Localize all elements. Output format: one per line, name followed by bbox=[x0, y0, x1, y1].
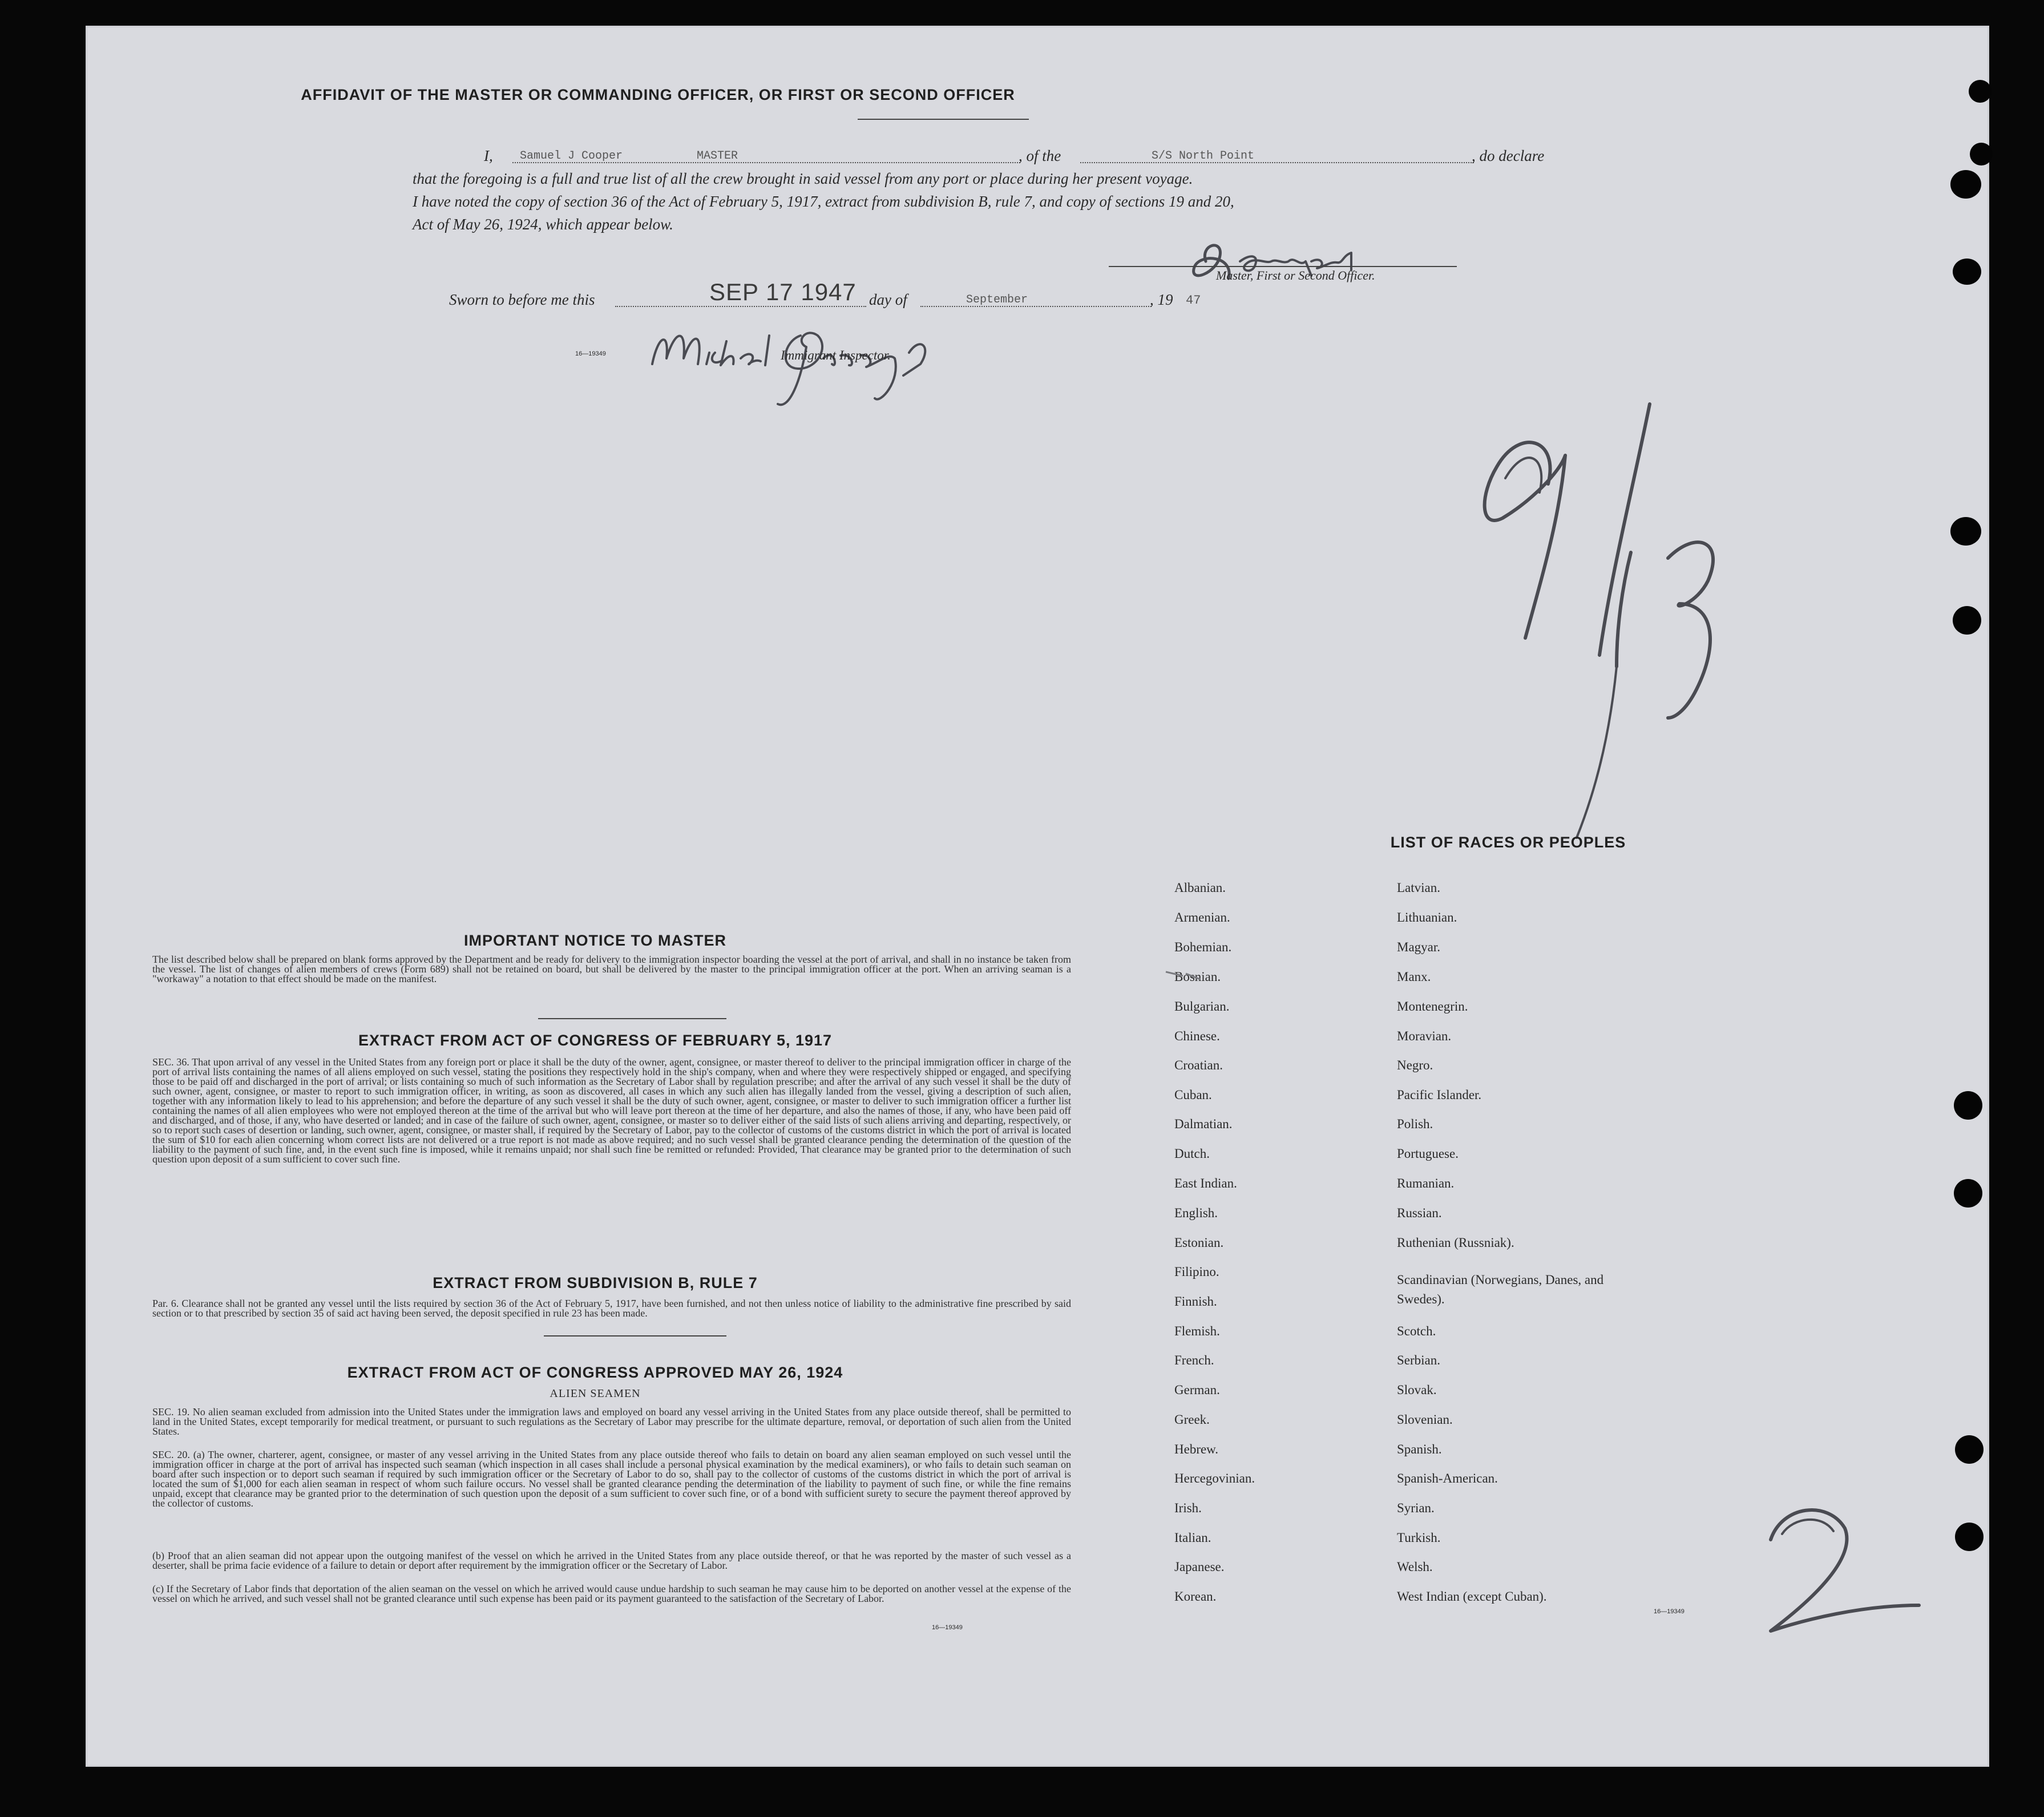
race-item: Hebrew. bbox=[1174, 1442, 1219, 1456]
sworn-label: Sworn to before me this bbox=[449, 291, 595, 308]
month-value: September bbox=[966, 293, 1028, 306]
alien-seamen-subtitle: ALIEN SEAMEN bbox=[550, 1387, 641, 1400]
race-item: French. bbox=[1174, 1353, 1214, 1367]
race-item: Dalmatian. bbox=[1174, 1117, 1233, 1131]
race-item: Russian. bbox=[1397, 1206, 1442, 1220]
race-item: Albanian. bbox=[1174, 881, 1226, 895]
race-item: Bohemian. bbox=[1174, 940, 1232, 954]
binder-hole bbox=[1950, 517, 1981, 546]
sworn-date-stamp: SEP 17 1947 bbox=[709, 278, 857, 305]
race-item: Bulgarian. bbox=[1174, 999, 1230, 1014]
race-item: Latvian. bbox=[1397, 881, 1440, 895]
vessel-fill-line bbox=[1080, 162, 1474, 163]
binder-hole bbox=[1953, 606, 1981, 635]
race-item: Polish. bbox=[1397, 1117, 1433, 1131]
race-item: Rumanian. bbox=[1397, 1176, 1455, 1190]
stray-mark bbox=[1160, 963, 1211, 986]
race-item: English. bbox=[1174, 1206, 1218, 1220]
race-item: Flemish. bbox=[1174, 1324, 1220, 1338]
race-item: Slovenian. bbox=[1397, 1412, 1453, 1427]
race-item: Negro. bbox=[1397, 1058, 1433, 1072]
binder-hole bbox=[1970, 143, 1993, 165]
declare-label: , do declare bbox=[1472, 147, 1545, 164]
race-item: Syrian. bbox=[1397, 1501, 1435, 1515]
race-item: Dutch. bbox=[1174, 1146, 1210, 1161]
race-item: Korean. bbox=[1174, 1589, 1217, 1604]
binder-hole bbox=[1955, 1523, 1984, 1551]
race-item: Hercegovinian. bbox=[1174, 1471, 1255, 1485]
race-item: Scotch. bbox=[1397, 1324, 1436, 1338]
rule7-title: EXTRACT FROM SUBDIVISION B, RULE 7 bbox=[433, 1274, 758, 1291]
race-item: Armenian. bbox=[1174, 910, 1230, 924]
races-title: LIST OF RACES OR PEOPLES bbox=[1390, 834, 1626, 851]
race-item: Turkish. bbox=[1397, 1531, 1441, 1545]
sec20b-text: (b) Proof that an alien seaman did not appear upon the outgoing manifest of the vessel on which he arrived in the United States from any place outside thereof, or that he was reported by the master of such vessel as a deserter, shall be prima facie evidence of a failure to detain or deport after requirement by the immigration officer or the Secretary of Labor. bbox=[152, 1550, 1071, 1571]
vessel-value: S/S North Point bbox=[1152, 150, 1255, 163]
master-name-value: Samuel J Cooper bbox=[520, 150, 623, 163]
affidavit-line-2: that the foregoing is a full and true list of all the crew brought in said vessel from any port or place during her present voyage. bbox=[413, 170, 1193, 187]
race-item: Montenegrin. bbox=[1397, 999, 1468, 1014]
race-item: Cuban. bbox=[1174, 1088, 1212, 1102]
document-page bbox=[86, 26, 1989, 1767]
binder-hole bbox=[1955, 1435, 1984, 1464]
race-item: Moravian. bbox=[1397, 1029, 1452, 1043]
race-item: Portuguese. bbox=[1397, 1146, 1459, 1161]
race-item: Pacific Islander. bbox=[1397, 1088, 1482, 1102]
affidavit-title: AFFIDAVIT OF THE MASTER OR COMMANDING OFFICER, OR FIRST OR SECOND OFFICER bbox=[301, 86, 1015, 103]
binder-hole bbox=[1954, 1091, 1982, 1120]
race-item: Italian. bbox=[1174, 1531, 1211, 1545]
sec20a-text: SEC. 20. (a) The owner, charterer, agent, consignee, or master of any vessel arriving in the United States from any place outside thereof who fails to detain on board any alien seaman employed on such vessel until the immigration officer in charge at the port of arrival has inspected such seaman (which inspection in all cases shall include a personal physical examination by the medical examiners), or who fails to detain such seaman on board after such inspection or to deport such seaman if required by such immigration officer or the Secretary of Labor to do so, shall pay to the collector of customs of the customs district in which the port of arrival is located the sum of $1,000 for each alien seaman in respect of whom such failure occurs. No vessel shall be granted clearance pending the determination of the liability to payment of such fine, or while the fine remains unpaid, except that clearance may be granted prior to the determination of such question upon the deposit of a sum sufficient to cover such fine, or of a bond with sufficient surety to secure the payment thereof approved by the collector of customs. bbox=[152, 1449, 1071, 1509]
title-divider bbox=[858, 119, 1029, 120]
rule7-text: Par. 6. Clearance shall not be granted any vessel until the lists required by section 36 of the Act of February 5, 1917, have been furnished, and not then unless notice of liability to the administrative fine prescribed by said section or to that prescribed by section 35 of said act having been served, the deposit specified in rule 23 has been made. bbox=[152, 1298, 1071, 1319]
affidavit-line-4: Act of May 26, 1924, which appear below. bbox=[413, 216, 673, 233]
sec20c-text: (c) If the Secretary of Labor finds that deportation of the alien seaman on the vessel on which he arrived would cause undue hardship to such seaman he may cause him to be deported on another vessel at the expense of the vessel on which he arrived, and such vessel shall not be granted clearance until such expense has been paid or its payment guaranteed to the satisfaction of the Secretary of Labor. bbox=[152, 1583, 1071, 1604]
race-item: Lithuanian. bbox=[1397, 910, 1457, 924]
inspector-caption: Immigrant Inspector. bbox=[781, 348, 891, 362]
affidavit-form-number: 16—19349 bbox=[575, 350, 606, 357]
race-item: Spanish. bbox=[1397, 1442, 1442, 1456]
race-item: Estonian. bbox=[1174, 1235, 1224, 1250]
year-value: 47 bbox=[1186, 293, 1201, 308]
race-item: East Indian. bbox=[1174, 1176, 1237, 1190]
extract-1917-text: SEC. 36. That upon arrival of any vessel in the United States from any foreign port or place it shall be the duty of the owner, agent, consignee, or master thereof to deliver to the principal immigration officer in charge of the port of arrival lists containing the names of all aliens employed on such vessel, stating the positions they respectively hold in the ship's company, when and where they were respectively shipped or engaged, and specifying those to be paid off and discharged in the port of arrival; or lists containing so much of such information as the Secretary of Labor shall by regulation prescribe; and after the arrival of any such vessel it shall be the duty of such owner, agent, consignee, or master to report to such immigration officer, in writing, as soon as discovered, all cases in which any such alien has illegally landed from the vessel, giving a description of such alien, together with any information likely to lead to his apprehension; and before the departure of any such vessel it shall be the duty of such owner, agent, consignee, or master to deliver to such immigration officer a further list containing the names of all alien employees who were not employed thereon at the time of the arrival but who will leave port thereon at the time of her departure, and also the names of those, if any, who have been paid off and discharged, and of those, if any, who have deserted or landed; and in case of the failure of such owner, agent, consignee, or master so to deliver either of the said lists of such aliens arriving and departing, respectively, or so to report such cases of desertion or landing, such owner, agent, consignee, or master shall, if required by the Secretary of Labor, pay to the collector of customs of the customs district in which the port of arrival is located the sum of $10 for each alien concerning whom correct lists are not delivered or a true report is not made as above required; and no such vessel shall be granted clearance pending the determination of the question of the liability to the payment of such fine, and, in the event such fine is imposed, while it remains unpaid; nor shall such fine be remitted or refunded: Provided, That clearance may be granted prior to the determination of such question upon deposit of a sum sufficient to cover such fine. bbox=[152, 1056, 1071, 1165]
binder-hole bbox=[1954, 1179, 1982, 1208]
race-item: Chinese. bbox=[1174, 1029, 1220, 1043]
notice-title: IMPORTANT NOTICE TO MASTER bbox=[464, 932, 726, 949]
race-item: Greek. bbox=[1174, 1412, 1210, 1427]
extract-1924-title: EXTRACT FROM ACT OF CONGRESS APPROVED MAY 26, 1924 bbox=[347, 1364, 843, 1381]
race-item: Bosnian. bbox=[1174, 970, 1221, 984]
race-item: Manx. bbox=[1397, 970, 1431, 984]
rule7-divider bbox=[544, 1335, 726, 1336]
race-item: Spanish-American. bbox=[1397, 1471, 1498, 1485]
day-of-label: day of bbox=[869, 291, 907, 308]
binder-hole bbox=[1969, 80, 1992, 103]
race-item: German. bbox=[1174, 1383, 1220, 1397]
signature-caption: Master, First or Second Officer. bbox=[1216, 268, 1375, 282]
race-item: Ruthenian (Russniak). bbox=[1397, 1235, 1514, 1250]
race-item: Irish. bbox=[1174, 1501, 1202, 1515]
sec19-text: SEC. 19. No alien seaman excluded from admission into the United States under the immigration laws and employed on board any vessel arriving in the United States from any place outside thereof, shall be permitted to land in the United States, except temporarily for medical treatment, or pursuant to such regulations as the Secretary of Labor may prescribe for the ultimate departure, removal, or deportation of such alien from the United States. bbox=[152, 1406, 1071, 1437]
race-item: Filipino. bbox=[1174, 1265, 1219, 1279]
signature-line bbox=[1109, 266, 1457, 267]
handwritten-page-number bbox=[1748, 1483, 1936, 1654]
race-item: Finnish. bbox=[1174, 1294, 1217, 1309]
binder-hole bbox=[1953, 259, 1981, 285]
race-item: Slovak. bbox=[1397, 1383, 1437, 1397]
race-item: Japanese. bbox=[1174, 1560, 1225, 1574]
race-item: Scandinavian (Norwegians, Danes, and Swedes). bbox=[1397, 1273, 1604, 1306]
rank-value: MASTER bbox=[697, 150, 738, 163]
notice-text: The list described below shall be prepared on blank forms approved by the Department and be ready for delivery to the immigration inspector boarding the vessel at the port of arrival, and shall in no instance be taken from the vessel. The list of changes of alien members of crews (Form 689) shall not be retained on board, but shall be delivered by the master to the principal immigration officer at the port. When an arriving seaman is a "workaway" a notation to that effect should be made on the manifest. bbox=[152, 954, 1071, 984]
notice-divider bbox=[538, 1018, 726, 1019]
year-prefix: , 19 bbox=[1150, 291, 1173, 308]
affidavit-line-3: I have noted the copy of section 36 of the Act of February 5, 1917, extract from subdivision B, rule 7, and copy of sections 19 and 20, bbox=[413, 193, 1234, 210]
race-item: West Indian (except Cuban). bbox=[1397, 1589, 1547, 1604]
binder-hole bbox=[1950, 170, 1981, 199]
handwritten-date-mark bbox=[1428, 370, 1782, 861]
extract-form-number: 16—19349 bbox=[932, 1624, 963, 1631]
race-item: Serbian. bbox=[1397, 1353, 1441, 1367]
extract-1917-title: EXTRACT FROM ACT OF CONGRESS OF FEBRUARY 5, 1917 bbox=[358, 1032, 833, 1049]
master-signature bbox=[1154, 221, 1440, 301]
races-form-number: 16—19349 bbox=[1654, 1608, 1685, 1615]
race-item: Croatian. bbox=[1174, 1058, 1223, 1072]
of-the-label: , of the bbox=[1019, 147, 1061, 164]
race-item: Welsh. bbox=[1397, 1560, 1433, 1574]
race-item: Magyar. bbox=[1397, 940, 1441, 954]
affidavit-i-label: I, bbox=[484, 147, 493, 164]
